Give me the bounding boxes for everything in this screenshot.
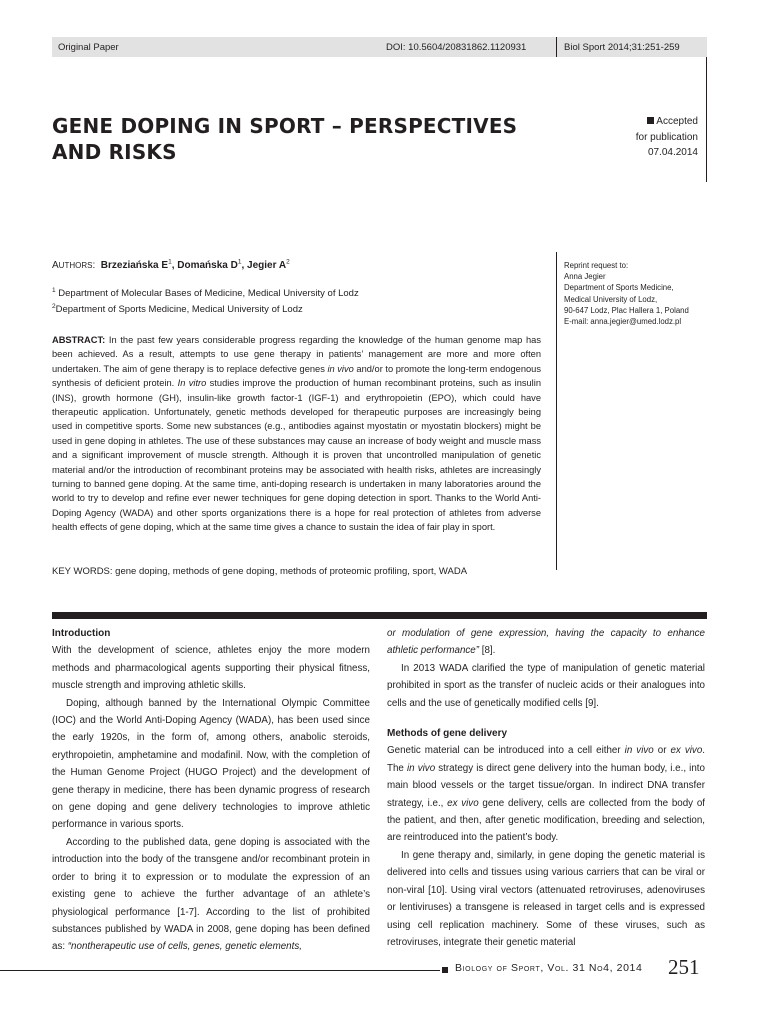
wada-2013-paragraph: In 2013 WADA clarified the type of manipulation of genetic material prohibited in sport as the transfer of nucleic acids or their analogues into cells and the use of genetically modified cells [9].: [387, 662, 705, 709]
accepted-date: 07.04.2014: [647, 147, 698, 158]
header-divider: [556, 37, 557, 57]
accepted-line2: for publication: [635, 131, 698, 143]
author-2-sup: 1: [237, 258, 242, 266]
reprint-email[interactable]: E-mail: anna.jegier@umed.lodz.pl: [564, 317, 682, 327]
reprint-request: [564, 260, 714, 327]
reprint-dept: Department of Sports Medicine,: [564, 283, 674, 293]
abstract: [52, 333, 541, 535]
accepted-box: [570, 114, 698, 161]
footer-square-icon: [442, 967, 448, 973]
affiliation-2-num: 2: [52, 302, 56, 310]
author-3: Jegier A: [247, 260, 287, 271]
quote-continuation: [387, 625, 705, 660]
methods-paragraph-1: [387, 742, 705, 846]
left-column: [52, 625, 370, 956]
intro-paragraph-3: [52, 834, 370, 956]
abstract-text-3: studies improve the production of human recombinant proteins, such as insulin (INS), growth hormone (GH), insulin-like growth factor-1 (IGF-1) and erythropoietin (EPO), which could have therapeutic application. Unfortunately, genetic methods developed for therapeutic purposes are increasingly being used in competitive sports. Some new substances (e.g., antibodies against myostatin or myostatin blockers) might be used in gene doping in athletes. The use of these substances may cause an increase of body weight and muscle mass and a significant improvement of muscle strength. Although it is proven that uncontrolled manipulation of genetic material and/or the introduction of recombinant proteins may be associated with health risks, athletes are increasingly turning to banned gene doping. At the same time, anti-doping research is undertaken in many laboratories around the world to try to develop and refine ever newer techniques for gene doping detection in sport. Thanks to the World Anti-Doping Agency (WADA) and other sports organizations there is a hope for real protection of athletes from adverse health effects of gene doping, which at the same time gives a chance to sustain the idea of fair play in sport.: [52, 378, 541, 533]
journal-name-text: Biology of Sport, Vol. 31 No4, 2014: [455, 962, 643, 974]
abstract-label: ABSTRACT:: [52, 335, 106, 345]
authors-line: AUTHORS: Brzeziańska $E^1$, Domańska $D^1$, Jegier $A^2$: [52, 258, 290, 271]
reprint-address: 90-647 Lodz, Plac Hallera 1, Poland: [564, 305, 689, 315]
page-number: 251: [668, 955, 700, 979]
reprint-univ: Medical University of Lodz,: [564, 294, 658, 304]
right-rule: [706, 57, 707, 182]
section-divider: [52, 612, 707, 619]
intro-paragraph-3-text: According to the published data, gene doping is associated with the introduction into the body of the transgene and/or recombinant protein in order to bring it to expression or to modulate the expression of an existing gene to achieve the further advantage of an athlete’s physiological performance [1-7]. According to the list of prohibited substances published by WADA in 2008, gene doping has been defined as:: [52, 836, 370, 953]
footer-rule: [0, 970, 440, 971]
column-rule: [556, 252, 557, 570]
m1-italic-1: in vivo: [624, 745, 654, 757]
author-3-sup: 2: [286, 258, 290, 266]
heading-introduction: Introduction: [52, 628, 111, 639]
m1-text-d: strategy is direct gene delivery into the human body, i.e., into main blood vessels or the target tissue/organ. In indirect DNA transfer strategy, i.e.,: [387, 762, 705, 809]
quote-text: or modulation of gene expression, having the capacity to enhance athletic performance”: [387, 628, 705, 657]
intro-paragraph-3-quote: “nontherapeutic use of cells, genes, genetic elements,: [67, 941, 302, 953]
keywords-text: gene doping, methods of gene doping, methods of proteomic profiling, sport, WADA: [112, 566, 468, 577]
abstract-text-2: and/or to promote the long-term endogenous synthesis of deficient protein.: [52, 363, 542, 389]
article-type: Original Paper: [58, 42, 119, 53]
quote-ref: [8].: [479, 645, 496, 657]
paper-title: GENE DOPING IN SPORT – PERSPECTIVES AND RISKS: [52, 114, 518, 164]
author-1: Brzeziańska E: [100, 260, 169, 271]
square-bullet-icon: [647, 117, 654, 124]
m1-italic-3: in vivo: [407, 762, 436, 774]
m1-text-c: . The: [387, 745, 706, 774]
m1-text-e: gene delivery, cells are collected from the body of the patient, and then, after genetic modification, breeding and selection, are reintroduced into the patient’s body.: [387, 797, 706, 844]
m1-italic-4: ex vivo: [447, 797, 479, 809]
reprint-label: Reprint request to:: [564, 261, 629, 270]
author-1-sup: 1: [168, 258, 172, 266]
abstract-italic-2: In vitro: [177, 378, 207, 389]
doi: DOI: 10.5604/20831862.1120931: [386, 42, 527, 53]
citation: Biol Sport 2014;31:251-259: [564, 42, 680, 53]
authors-label-rest: UTHORS: [58, 261, 93, 270]
authors-label-first: A: [52, 260, 59, 271]
reprint-name: Anna Jegier: [564, 272, 606, 282]
journal-name: [455, 962, 642, 974]
m1-italic-2: ex vivo: [670, 745, 703, 757]
accepted-label: Accepted: [656, 116, 698, 127]
affiliation-2: [52, 304, 303, 315]
intro-paragraph-1: With the development of science, athletes enjoy the more modern methods and pharmacological agents supporting their physical fitness, muscle strength and improving athletic skills.: [52, 645, 370, 692]
affiliation-1-text: Department of Molecular Bases of Medicine, Medical University of Lodz: [58, 288, 359, 299]
abstract-text-1: In the past few years considerable progress regarding the knowledge of the human genome map has been achieved. As a result, attempts to use gene therapy in patients’ management are more and more often undertaken. The aim of gene therapy is to replace defective genes: [52, 335, 541, 374]
keywords-label: KEY WORDS:: [52, 566, 113, 577]
right-column: [387, 625, 705, 951]
affiliation-2-text: Department of Sports Medicine, Medical University of Lodz: [55, 304, 303, 315]
m1-text-a: Genetic material can be introduced into a cell either: [387, 745, 625, 757]
intro-paragraph-2: Doping, although banned by the International Olympic Committee (IOC) and the World Anti-Doping Agency (WADA), has been used since the early 1920s, in the form of, among others, anabolic steroids, erythropoietin, amphetamine and modafinil. Now, with the completion of the Human Genome Project (HUGO Project) and the development of gene therapy in medicine, there has been dynamic progress of research on gene doping and gene delivery technologies to improve athletic performance in various sports.: [52, 697, 370, 831]
heading-methods: Methods of gene delivery: [387, 728, 508, 740]
m1-text-b: or: [653, 745, 671, 757]
affiliation-1-num: 1: [52, 286, 56, 294]
keywords: [52, 566, 467, 577]
methods-paragraph-2: In gene therapy and, similarly, in gene doping the genetic material is delivered into cells and tissues using various carriers that can be viral or non-viral [10]. Using viral vectors (attenuated retroviruses, adenoviruses or lentiviruses) a transgene is released in target cells and is expressed using cell replication machinery. Some of these viruses, such as retroviruses, integrate their genetic material: [387, 849, 705, 948]
author-2: Domańska D: [177, 260, 238, 271]
affiliation-1: [52, 288, 359, 299]
abstract-italic-1: in vivo: [327, 363, 354, 374]
